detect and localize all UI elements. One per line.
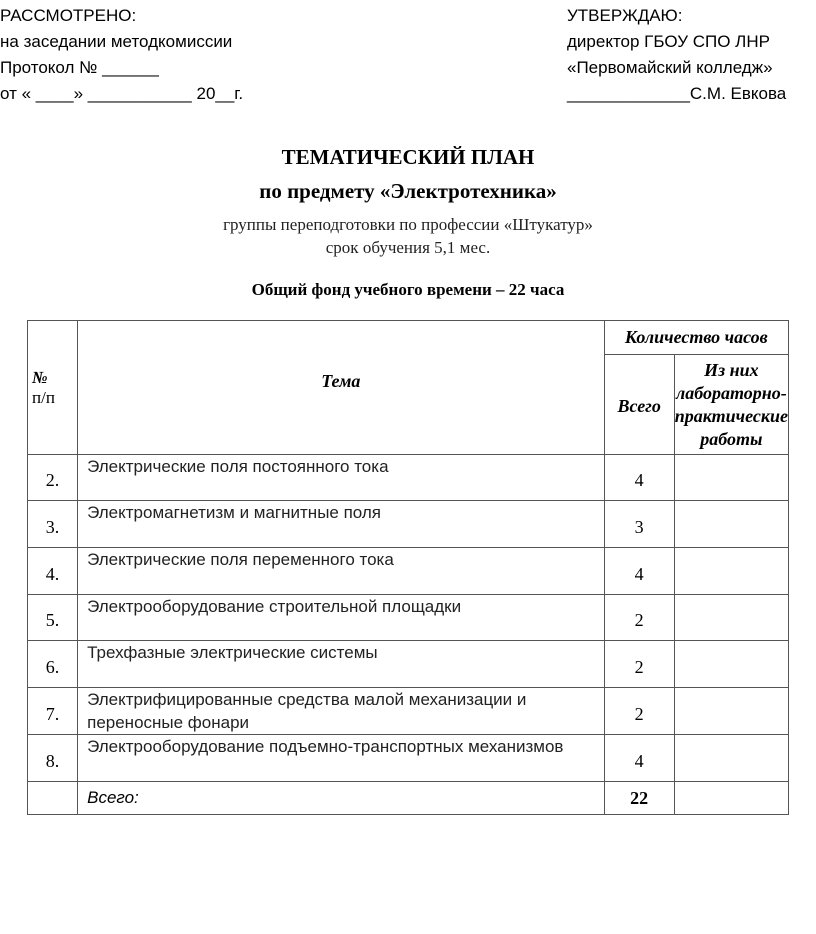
header-topic-cell: Тема	[78, 321, 604, 455]
row-topic: Электрооборудование строительной площадки	[78, 595, 604, 641]
row-total-hours: 4	[604, 548, 674, 595]
row-number: 2.	[28, 455, 78, 501]
row-total-hours: 4	[604, 735, 674, 782]
row-topic: Электрооборудование подъемно-транспортных механизмов	[78, 735, 604, 782]
header-hours-cell: Количество часов	[604, 321, 788, 355]
row-number: 3.	[28, 501, 78, 548]
table-row	[28, 548, 789, 595]
total-label: Всего:	[78, 782, 604, 815]
reviewed-heading: РАССМОТРЕНО:	[0, 6, 137, 25]
row-total-hours: 4	[604, 455, 674, 501]
header-num-label: п/п	[32, 387, 55, 407]
row-topic: Электрические поля переменного тока	[78, 548, 604, 595]
table-row	[28, 595, 789, 641]
row-number: 4.	[28, 548, 78, 595]
row-total-hours: 2	[604, 688, 674, 735]
header-num-cell	[28, 321, 78, 455]
duration-line: срок обучения 5,1 мес.	[325, 238, 491, 257]
table-row	[28, 735, 789, 782]
table-row	[28, 501, 789, 548]
row-number: 5.	[28, 595, 78, 641]
row-topic: Трехфазные электрические системы	[78, 641, 604, 688]
row-total-hours: 2	[604, 641, 674, 688]
fund-line: Общий фонд учебного времени – 22 часа	[251, 280, 565, 299]
approved-heading: УТВЕРЖДАЮ:	[567, 6, 683, 25]
row-lab-hours	[674, 501, 788, 548]
row-number: 6.	[28, 641, 78, 688]
protocol-line: Протокол № ______	[0, 58, 159, 77]
header-num-symbol: №	[32, 367, 48, 387]
table-row	[28, 688, 789, 735]
table-body	[28, 455, 789, 782]
subject-title: по предмету «Электротехника»	[259, 179, 557, 203]
director-line: директор ГБОУ СПО ЛНР	[567, 32, 770, 51]
total-lab-cell	[674, 782, 788, 815]
date-line: от « ____» ___________ 20__г.	[0, 84, 244, 103]
college-line: «Первомайский колледж»	[567, 58, 773, 77]
header-total-cell: Всего	[604, 355, 674, 455]
total-value: 22	[604, 782, 674, 815]
row-topic: Электрические поля постоянного тока	[78, 455, 604, 501]
table-header-row	[28, 321, 789, 355]
table-row	[28, 455, 789, 501]
commission-line: на заседании методкомиссии	[0, 32, 233, 51]
table-row	[28, 641, 789, 688]
header-lab-cell: Из них лабораторно-практические работы	[674, 355, 788, 455]
document-title: ТЕМАТИЧЕСКИЙ ПЛАН	[281, 145, 535, 169]
row-number: 8.	[28, 735, 78, 782]
row-topic: Электромагнетизм и магнитные поля	[78, 501, 604, 548]
thematic-plan-table	[27, 320, 789, 815]
row-number: 7.	[28, 688, 78, 735]
row-lab-hours	[674, 595, 788, 641]
row-lab-hours	[674, 641, 788, 688]
row-lab-hours	[674, 735, 788, 782]
approval-left-block	[0, 3, 243, 107]
signature-line: _____________С.М. Евкова	[567, 84, 787, 103]
row-lab-hours	[674, 688, 788, 735]
row-lab-hours	[674, 548, 788, 595]
total-num-cell	[28, 782, 78, 815]
table-total-row	[28, 782, 789, 815]
row-total-hours: 2	[604, 595, 674, 641]
group-line: группы переподготовки по профессии «Штукатур»	[223, 215, 593, 234]
row-total-hours: 3	[604, 501, 674, 548]
row-topic: Электрифицированные средства малой механизации и переносные фонари	[78, 688, 604, 735]
approval-right-block	[567, 3, 786, 107]
row-lab-hours	[674, 455, 788, 501]
